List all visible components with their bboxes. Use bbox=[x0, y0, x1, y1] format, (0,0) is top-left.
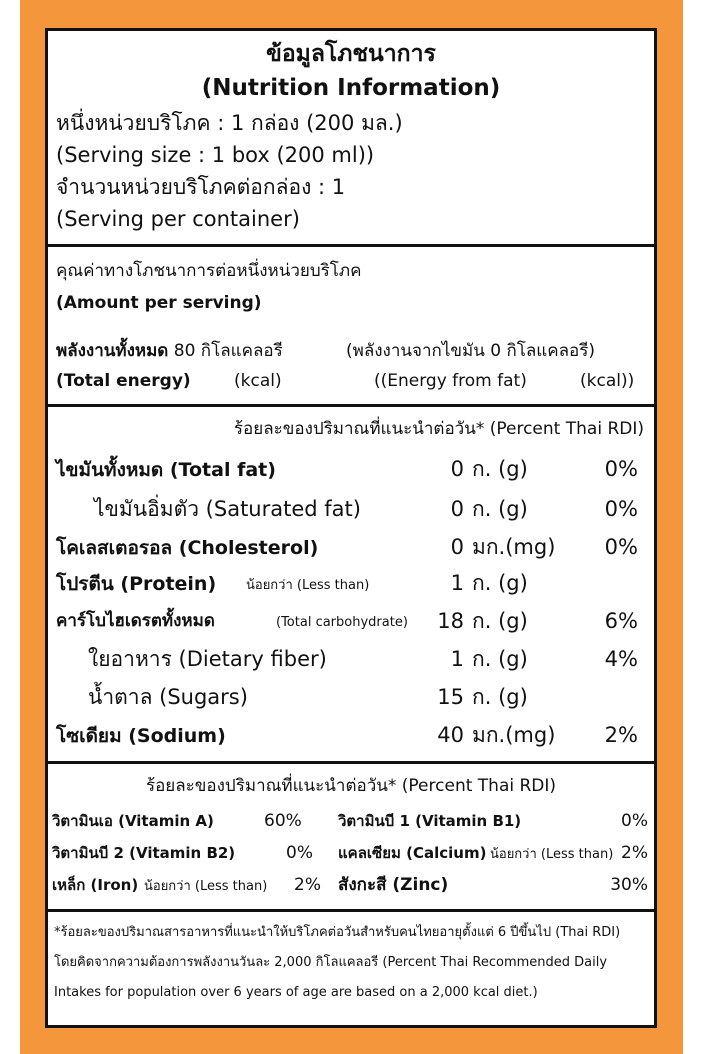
nutrient-percent: 0% bbox=[604, 457, 638, 481]
energy-from-fat-thai: (พลังงานจากไขมัน 0 กิโลแคลอรี) bbox=[346, 341, 596, 361]
vitamin-a-percent: 60% bbox=[264, 811, 302, 831]
nutrient-label: ใยอาหาร (Dietary fiber) bbox=[88, 647, 327, 671]
thai-rdi-section bbox=[48, 407, 654, 764]
nutrient-note: (Total carbohydrate) bbox=[276, 615, 408, 630]
nutrient-amount: 40 bbox=[437, 723, 464, 747]
energy-label: พลังงานทั้งหมด bbox=[56, 341, 169, 361]
nutrient-note: น้อยกว่า (Less than) bbox=[246, 578, 370, 593]
nutrient-unit: มก.(mg) bbox=[472, 535, 556, 559]
nutrient-amount: 1 bbox=[450, 647, 464, 671]
nutrient-label: คาร์โบไฮเดรตทั้งหมด bbox=[56, 611, 215, 631]
vitamin-b1-percent: 0% bbox=[621, 811, 648, 831]
serving-section bbox=[48, 31, 654, 247]
nutrient-unit: ก. (g) bbox=[472, 457, 528, 481]
vitamin-b2-label: วิตามินบี 2 (Vitamin B2) bbox=[52, 844, 236, 862]
footnote-section bbox=[48, 912, 654, 1028]
iron-note: น้อยกว่า (Less than) bbox=[144, 879, 268, 894]
vitamin-b2-percent: 0% bbox=[286, 843, 313, 863]
nutrition-label bbox=[45, 28, 657, 1028]
zinc-label: สังกะสี (Zinc) bbox=[338, 875, 449, 895]
kcal-label-2: (kcal)) bbox=[580, 371, 635, 391]
nutrient-percent: 0% bbox=[604, 497, 638, 521]
vitamins-heading: ร้อยละของปริมาณที่แนะนำต่อวัน* (Percent Thai RDI) bbox=[145, 776, 557, 796]
nutrient-label: โปรตีน (Protein) bbox=[56, 573, 217, 595]
rdi-heading: ร้อยละของปริมาณที่แนะนำต่อวัน* (Percent Thai RDI) bbox=[233, 419, 644, 439]
footnote-line-3: Intakes for population over 6 years of age are based on a 2,000 kcal diet.) bbox=[54, 985, 538, 1000]
energy-row-thai bbox=[56, 343, 283, 360]
calcium-percent: 2% bbox=[621, 843, 648, 863]
footnote-line-2: โดยคิดจากความต้องการพลังงานวันละ 2,000 กิโลแคลอรี (Percent Thai Recommended Daily bbox=[54, 955, 608, 970]
nutrient-amount: 18 bbox=[437, 609, 464, 633]
energy-value: 80 กิโลแคลอรี bbox=[173, 341, 283, 361]
serving-size-thai: หนึ่งหน่วยบริโภค : 1 กล่อง (200 มล.) bbox=[56, 111, 403, 135]
amount-heading-english: (Amount per serving) bbox=[56, 293, 262, 313]
serving-size-english: (Serving size : 1 box (200 ml)) bbox=[56, 143, 375, 167]
amount-heading-thai: คุณค่าทางโภชนาการต่อหนึ่งหน่วยบริโภค bbox=[56, 261, 362, 281]
nutrient-amount: 15 bbox=[437, 685, 464, 709]
nutrient-amount: 1 bbox=[450, 571, 464, 595]
iron-percent: 2% bbox=[294, 875, 321, 895]
nutrient-unit: ก. (g) bbox=[472, 571, 528, 595]
nutrient-label: ไขมันอิ่มตัว (Saturated fat) bbox=[94, 497, 361, 521]
zinc-percent: 30% bbox=[610, 875, 648, 895]
energy-label-english: (Total energy) bbox=[56, 371, 191, 391]
energy-from-fat-english: ((Energy from fat) bbox=[374, 371, 527, 391]
calcium-label: แคลเซียม (Calcium) bbox=[338, 844, 487, 862]
amount-section bbox=[48, 247, 654, 407]
vitamin-a-label: วิตามินเอ (Vitamin A) bbox=[52, 812, 214, 830]
nutrient-label: โคเลสเตอรอล (Cholesterol) bbox=[56, 537, 319, 559]
kcal-label: (kcal) bbox=[234, 371, 282, 391]
nutrient-label: โซเดียม (Sodium) bbox=[56, 725, 226, 747]
nutrient-percent: 4% bbox=[604, 647, 638, 671]
title-thai: ข้อมูลโภชนาการ bbox=[266, 41, 436, 67]
nutrient-amount: 0 bbox=[450, 457, 464, 481]
iron-label: เหล็ก (Iron) bbox=[52, 876, 139, 894]
footnote-line-1: *ร้อยละของปริมาณสารอาหารที่แนะนำให้บริโภคต่อวันสำหรับคนไทยอายุตั้งแต่ 6 ปีขึ้นไป (Thai RDI) bbox=[54, 925, 621, 940]
servings-per-container-english: (Serving per container) bbox=[56, 207, 300, 231]
vitamins-section bbox=[48, 764, 654, 912]
nutrient-unit: ก. (g) bbox=[472, 609, 528, 633]
nutrient-amount: 0 bbox=[450, 535, 464, 559]
servings-per-container-thai: จำนวนหน่วยบริโภคต่อกล่อง : 1 bbox=[56, 175, 346, 199]
vitamin-b1-label: วิตามินบี 1 (Vitamin B1) bbox=[338, 812, 522, 830]
nutrient-label: น้ำตาล (Sugars) bbox=[88, 685, 248, 709]
nutrient-unit: ก. (g) bbox=[472, 497, 528, 521]
nutrient-unit: มก.(mg) bbox=[472, 723, 556, 747]
nutrient-percent: 0% bbox=[604, 535, 638, 559]
title-english: (Nutrition Information) bbox=[201, 75, 501, 101]
nutrient-percent: 2% bbox=[604, 723, 638, 747]
nutrient-unit: ก. (g) bbox=[472, 647, 528, 671]
calcium-note: น้อยกว่า (Less than) bbox=[490, 847, 614, 862]
nutrient-amount: 0 bbox=[450, 497, 464, 521]
nutrient-label: ไขมันทั้งหมด (Total fat) bbox=[56, 459, 276, 481]
nutrient-unit: ก. (g) bbox=[472, 685, 528, 709]
nutrient-percent: 6% bbox=[604, 609, 638, 633]
